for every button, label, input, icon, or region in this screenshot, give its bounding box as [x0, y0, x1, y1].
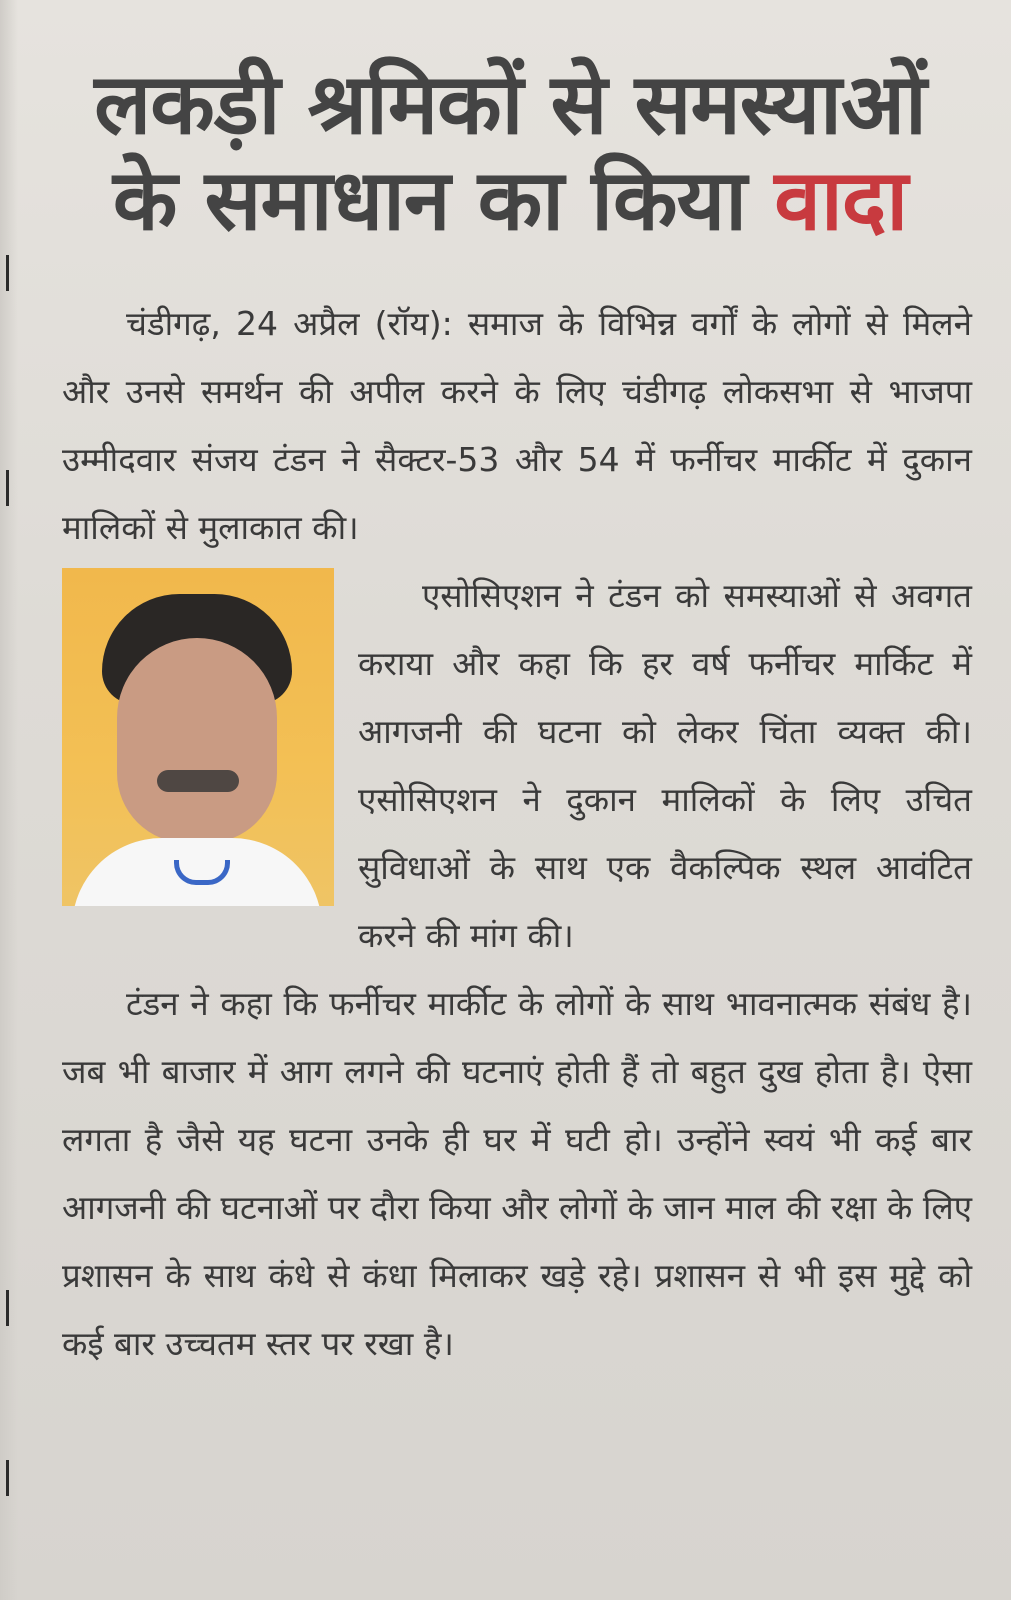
article-paragraph-1-text: चंडीगढ़, 24 अप्रैल (रॉय): समाज के विभिन्न वर्गों के लोगों से मिलने और उनसे समर्थन की अपील करने के लिए चंडीगढ़ लोकसभा से भाजपा उम्मीदवार संजय टंडन ने सैक्टर-53 और 54 में फर्नीचर मार्कीट में दुकान मालिकों से मुलाकात की।	[62, 304, 972, 547]
candidate-photo	[62, 568, 334, 906]
edge-mark	[6, 1290, 9, 1326]
page-left-edge	[0, 0, 18, 1600]
article-headline	[40, 56, 980, 248]
headline-accent-word: वादा	[774, 151, 908, 249]
edge-mark	[6, 470, 9, 506]
article-paragraph-3	[62, 970, 972, 1378]
photo-mustache	[157, 770, 239, 792]
edge-mark	[6, 255, 9, 291]
photo-face	[117, 638, 277, 843]
headline-line-1: लकड़ी श्रमिकों से समस्याओं	[94, 55, 926, 153]
headline-line-2-main: के समाधान का किया	[112, 151, 746, 249]
article-paragraph-2-text: एसोसिएशन ने टंडन को समस्याओं से अवगत कराया और कहा कि हर वर्ष फर्नीचर मार्किट में आगजनी की घटना को लेकर चिंता व्यक्त की। एसोसिएशन ने दुकान मालिकों के लिए उचित सुविधाओं के साथ एक वैकल्पिक स्थल आवंटित करने की मांग की।	[358, 576, 972, 955]
article-paragraph-1	[62, 290, 972, 562]
headline-line-2	[40, 152, 980, 248]
article-body	[62, 290, 972, 1378]
article-paragraph-3-text: टंडन ने कहा कि फर्नीचर मार्कीट के लोगों के साथ भावनात्मक संबंध है। जब भी बाजार में आग लगने की घटनाएं होती हैं तो बहुत दुख होता है। ऐसा लगता है जैसे यह घटना उनके ही घर में घटी हो। उन्होंने स्वयं भी कई बार आगजनी की घटनाओं पर दौरा किया और लोगों के जान माल की रक्षा के लिए प्रशासन के साथ कंधे से कंधा मिलाकर खड़े रहे। प्रशासन से भी इस मुद्दे को कई बार उच्चतम स्तर पर रखा है।	[62, 984, 972, 1363]
edge-mark	[6, 1460, 9, 1496]
